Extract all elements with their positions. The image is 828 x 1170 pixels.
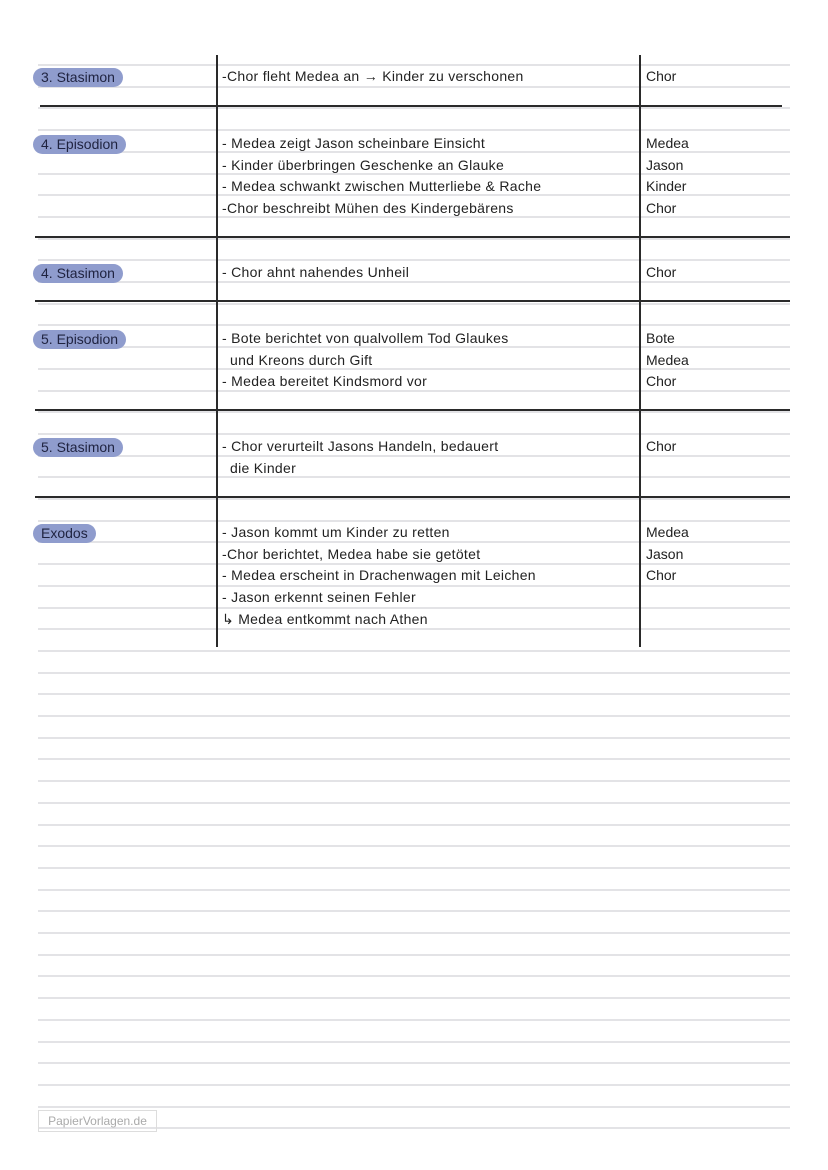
ruled-line	[38, 368, 790, 370]
ruled-line	[38, 845, 790, 847]
ruled-line	[38, 1019, 790, 1021]
ruled-line	[38, 672, 790, 674]
ruled-line	[38, 324, 790, 326]
ruled-line	[38, 715, 790, 717]
character-name: Kinder	[646, 178, 687, 195]
ruled-line	[38, 563, 790, 565]
ruled-line	[38, 476, 790, 478]
character-name: Chor	[646, 567, 677, 584]
ruled-line	[38, 889, 790, 891]
ruled-line	[38, 1041, 790, 1043]
character-name: Chor	[646, 264, 677, 280]
section-label: Exodos	[33, 524, 96, 543]
ruled-line	[38, 498, 790, 500]
ruled-line	[38, 194, 790, 196]
content-line: -Chor fleht Medea an → Kinder zu verschonen	[222, 68, 524, 84]
ruled-line	[38, 433, 790, 435]
ruled-line	[38, 107, 790, 109]
ruled-line	[38, 541, 790, 543]
ruled-line	[38, 86, 790, 88]
content-line: - Chor ahnt nahendes Unheil	[222, 264, 410, 280]
footer-brand: PapierVorlagen.de	[38, 1110, 157, 1132]
ruled-line	[38, 824, 790, 826]
ruled-line	[38, 758, 790, 760]
ruled-line	[38, 693, 790, 695]
ruled-line	[38, 173, 790, 175]
content-line: -Chor berichtet, Medea habe sie getötet	[222, 545, 481, 562]
section-label: 3. Stasimon	[33, 68, 123, 87]
ruled-line	[38, 455, 790, 457]
section-divider	[40, 105, 782, 107]
section-divider	[35, 409, 790, 411]
column-divider	[216, 55, 218, 647]
character-name: Chor	[646, 200, 677, 217]
character-name: Bote	[646, 330, 675, 346]
content-line: - Medea erscheint in Drachenwagen mit Leichen	[222, 567, 536, 584]
ruled-line	[38, 303, 790, 305]
content-line: - Medea bereitet Kindsmord vor	[222, 373, 428, 390]
ruled-line	[38, 954, 790, 956]
character-name: Chor	[646, 438, 677, 454]
ruled-line	[38, 910, 790, 912]
character-name: Medea	[646, 351, 689, 368]
ruled-line	[38, 346, 790, 348]
character-name: Medea	[646, 524, 689, 540]
ruled-line	[38, 1106, 790, 1108]
ruled-line	[38, 737, 790, 739]
ruled-line	[38, 802, 790, 804]
ruled-line	[38, 628, 790, 630]
ruled-line	[38, 411, 790, 413]
column-divider	[639, 55, 641, 647]
character-name: Medea	[646, 135, 689, 151]
ruled-line	[38, 997, 790, 999]
content-line: - Bote berichtet von qualvollem Tod Glaukes	[222, 330, 509, 346]
ruled-line	[38, 867, 790, 869]
section-divider	[35, 236, 790, 238]
ruled-line	[38, 216, 790, 218]
ruled-line	[38, 520, 790, 522]
character-name: Jason	[646, 545, 684, 562]
content-line: und Kreons durch Gift	[230, 351, 373, 368]
content-line: - Medea zeigt Jason scheinbare Einsicht	[222, 135, 486, 151]
ruled-line	[38, 129, 790, 131]
ruled-line	[38, 1062, 790, 1064]
content-line: - Jason erkennt seinen Fehler	[222, 589, 416, 606]
character-name: Chor	[646, 68, 677, 84]
content-line: -Chor beschreibt Mühen des Kindergebärens	[222, 200, 514, 217]
content-line: - Jason kommt um Kinder zu retten	[222, 524, 450, 540]
content-line: die Kinder	[230, 459, 297, 476]
section-label: 4. Episodion	[33, 135, 126, 154]
character-name: Jason	[646, 156, 684, 173]
section-label: 5. Stasimon	[33, 438, 123, 457]
character-name: Chor	[646, 373, 677, 390]
section-divider	[35, 496, 790, 498]
ruled-line	[38, 932, 790, 934]
section-label: 4. Stasimon	[33, 264, 123, 283]
content-line: - Kinder überbringen Geschenke an Glauke	[222, 156, 505, 173]
content-line: - Medea schwankt zwischen Mutterliebe & Rache	[222, 178, 542, 195]
content-line: - Chor verurteilt Jasons Handeln, bedauert	[222, 438, 499, 454]
ruled-line	[38, 650, 790, 652]
ruled-line	[38, 64, 790, 66]
ruled-line	[38, 1084, 790, 1086]
ruled-line	[38, 975, 790, 977]
content-line: ↳ Medea entkommt nach Athen	[222, 610, 428, 627]
ruled-line	[38, 607, 790, 609]
section-divider	[35, 300, 790, 302]
ruled-line	[38, 259, 790, 261]
ruled-line	[38, 151, 790, 153]
ruled-line	[38, 780, 790, 782]
ruled-line	[38, 390, 790, 392]
ruled-line	[38, 281, 790, 283]
ruled-line	[38, 585, 790, 587]
section-label: 5. Episodion	[33, 330, 126, 349]
